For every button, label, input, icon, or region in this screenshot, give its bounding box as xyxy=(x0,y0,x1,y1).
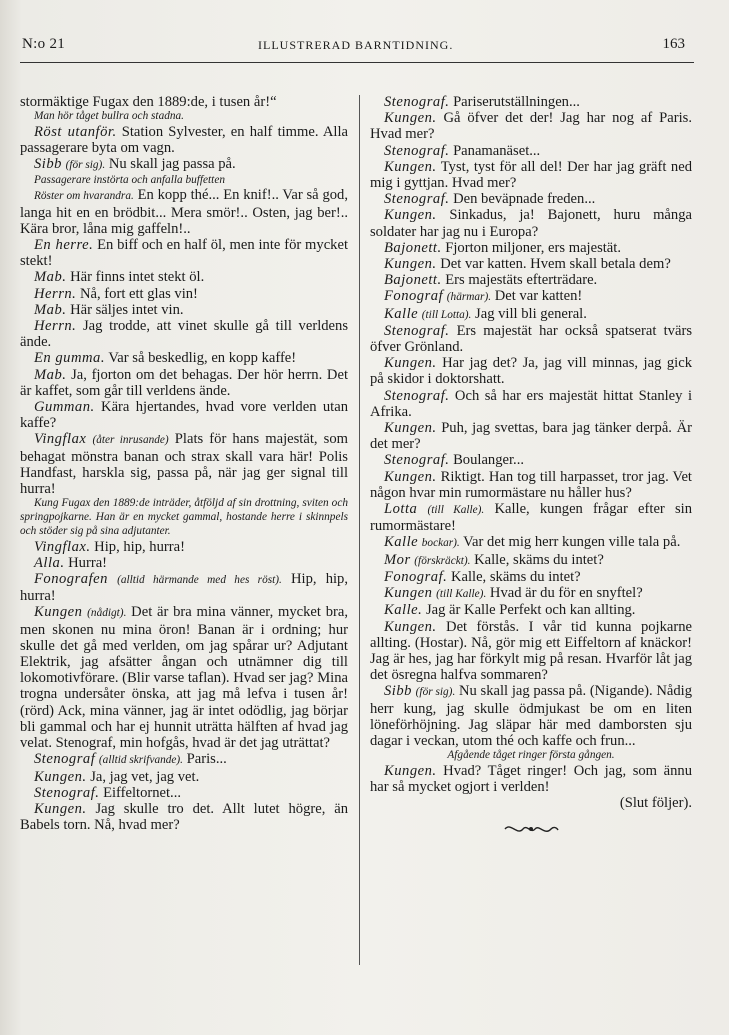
speaker-name: Kalle. xyxy=(384,602,423,619)
speaker-name: Herrn. xyxy=(34,318,77,335)
speaker-name: Stenograf. xyxy=(384,191,450,208)
speaker-name: Röster om hvarandra. xyxy=(34,190,134,203)
spoken-text: Var så beskedlig, en kopp kaffe! xyxy=(108,350,297,367)
page-number: 163 xyxy=(662,36,685,52)
stage-note: (härmar). xyxy=(446,291,492,304)
spoken-text: Hvad är du för en snyftel? xyxy=(489,585,643,602)
speaker-name: Gumman. xyxy=(34,399,95,416)
speaker-name: Lotta xyxy=(384,501,418,518)
speaker-name: Kungen. xyxy=(384,762,437,779)
stage-note: bockar). xyxy=(421,537,460,550)
dialogue-line xyxy=(370,94,692,110)
speaker-name: Kungen. xyxy=(384,158,437,175)
dialogue-line xyxy=(20,124,348,156)
speaker-name: Kungen. xyxy=(384,618,437,635)
dialogue-line xyxy=(20,555,348,571)
spoken-text: Hvad? Tåget ringer! Och jag, som ännu har så mycket ogjort i verlden! xyxy=(370,762,692,796)
stage-direction: Kung Fugax den 1889:de inträder, åtföljd af sin drottning, sviten och springpojkarne. Han är en mycket gammal, hostande herre i skinnpels och stöder sig på sina adjutanter. xyxy=(20,497,348,537)
right-column xyxy=(370,94,692,838)
dialogue-line xyxy=(370,452,692,468)
speaker-name: Kungen xyxy=(34,604,83,621)
spoken-text: Hip, hip, hurra! xyxy=(94,538,185,555)
speaker-name: Kungen. xyxy=(384,468,437,485)
speaker-name: Röst utanför. xyxy=(34,124,117,140)
dialogue-line xyxy=(20,187,348,237)
dialogue-line xyxy=(20,286,348,302)
speaker-name: Herrn. xyxy=(34,285,77,302)
dialogue-line xyxy=(370,534,692,551)
paragraph: stormäktige Fugax den 1889:de, i tusen år!“ xyxy=(20,94,277,110)
spoken-text: Eiffeltornet... xyxy=(103,784,182,801)
spoken-text: En kopp thé... En knif!.. Var så god, langa hit en en brödbit... Mera smör!.. Osten, jag ber!.. Kära bror, låna mig gaffeln!.. xyxy=(20,187,348,237)
speaker-name: Fonograf. xyxy=(384,568,448,585)
speaker-name: Kungen. xyxy=(384,110,437,127)
speaker-name: Kungen. xyxy=(34,768,87,785)
spoken-text: Kära hjertandes, hvad vore verlden utan kaffe? xyxy=(20,399,348,432)
dialogue-line xyxy=(370,763,692,795)
spoken-text: Kalle, skäms du intet? xyxy=(450,568,581,585)
stage-note: (till Kalle). xyxy=(427,504,485,517)
speaker-name: Vingflax xyxy=(34,431,87,448)
dialogue-line xyxy=(20,431,348,497)
speaker-name: Fonografen xyxy=(34,571,108,588)
speaker-name: Mab. xyxy=(34,301,67,318)
dialogue-line xyxy=(370,469,692,501)
dialogue-line xyxy=(370,272,692,288)
spoken-text: Boulanger... xyxy=(453,452,524,469)
left-column xyxy=(20,94,348,833)
dialogue-line xyxy=(370,256,692,272)
dialogue-line xyxy=(20,318,348,350)
dialogue-line xyxy=(20,751,348,768)
stage-note: (nådigt). xyxy=(87,607,127,620)
dialogue-line xyxy=(20,156,348,173)
speaker-name: Kungen. xyxy=(384,256,437,273)
speaker-name: En gumma. xyxy=(34,350,105,367)
spoken-text: Station Sylvester, en half timme. Alla passagerare byta om vagn. xyxy=(20,124,348,157)
dialogue-line xyxy=(20,269,348,285)
spoken-text: Det var katten! xyxy=(494,288,583,305)
spoken-text: Kalle, kungen frågar efter sin rumormästare! xyxy=(370,501,692,535)
spoken-text: Panamanäset... xyxy=(453,142,541,159)
dialogue-line xyxy=(20,302,348,318)
speaker-name: Bajonett. xyxy=(384,239,442,256)
speaker-name: Kungen xyxy=(384,585,433,602)
speaker-name: Kalle xyxy=(384,305,419,322)
spoken-text: Gå öfver det der! Jag har nog af Paris. Hvad mer? xyxy=(370,110,692,143)
spoken-text: Jag skulle tro det. Allt lutet högre, än Babels torn. Nå, hvad mer? xyxy=(20,800,348,834)
dialogue-line xyxy=(20,367,348,399)
dialogue-line xyxy=(20,769,348,785)
stage-direction: Afgående tåget ringer första gången. xyxy=(447,749,615,762)
dialogue-line xyxy=(370,569,692,585)
spoken-text: Riktigt. Han tog till harpasset, tror jag. Vet någon hvar min rumormästare nu håller hus? xyxy=(370,468,692,501)
speaker-name: Fonograf xyxy=(384,288,444,305)
spoken-text: Paris... xyxy=(186,751,227,768)
dialogue-line xyxy=(370,602,692,618)
spoken-text: Puh, jag svettas, bara jag tänker derpå. Är det mer? xyxy=(370,420,692,453)
speaker-name: Alla. xyxy=(34,554,65,571)
speaker-name: Mab. xyxy=(34,366,67,383)
spoken-text: Här säljes intet vin. xyxy=(70,301,184,318)
header-rule xyxy=(20,62,694,63)
spoken-text: Den beväpnade freden... xyxy=(453,191,596,208)
speaker-name: Sibb xyxy=(34,156,62,173)
dialogue-line xyxy=(370,683,692,749)
spoken-text: Tyst, tyst för all del! Der har jag gräft ned mig i gyttjan. Hvad mer? xyxy=(370,158,692,192)
stage-note: (förskräckt). xyxy=(414,554,471,567)
dialogue-line xyxy=(20,785,348,801)
spoken-text: Sinkadus, ja! Bajonett, huru många soldater har jag nu i Europa? xyxy=(370,207,692,240)
speaker-name: Stenograf. xyxy=(384,322,450,339)
speaker-name: Stenograf. xyxy=(384,387,450,404)
speaker-name: Stenograf xyxy=(34,751,96,768)
dialogue-line xyxy=(20,604,348,751)
spoken-text: En biff och en half öl, men inte för mycket stekt! xyxy=(20,237,348,270)
dialogue-line xyxy=(370,501,692,534)
spoken-text: Fjorton miljoner, ers majestät. xyxy=(445,239,621,256)
dialogue-line xyxy=(370,355,692,387)
speaker-name: Sibb xyxy=(384,683,412,700)
spoken-text: Här finns intet stekt öl. xyxy=(70,269,205,286)
dialogue-line xyxy=(370,159,692,191)
stage-note: (alltid härmande med hes röst). xyxy=(117,574,282,587)
spoken-text: Det är bra mina vänner, mycket bra, men skonen nu mina öron! Banan är i ordning; hur skulle det gå med verlden, om jag spårar ur? Adjutant Elektrik, jag afsätter ångan och utnämner dig till lokomotivförare. (Blir varse taflan). Hvad ser jag? Mina trogna undersåter önska, att jag må lefva i tusen år! (rörd) Ack, mina vänner, jag är intet odödlig, jag börjar bli gammal och har ej hunnit uträtta hälften af hvad jag velat. Stenograf, min hofgås, hvad är det jag uträttat? xyxy=(20,604,348,752)
stage-direction: Passagerare instörta och anfalla buffetten xyxy=(34,173,225,186)
column-divider xyxy=(359,95,360,965)
spoken-text: Jag är Kalle Perfekt och kan allting. xyxy=(425,602,636,619)
spoken-text: Nu skall jag passa på. (Nigande). Nådig herr kung, jag skulle ödmjukast be om en liten löneförhöjning. Jag släpar här med damborsten sju dagar i veckan, utom thé och kaffe och frun... xyxy=(370,683,692,749)
speaker-name: Stenograf. xyxy=(34,784,100,801)
dialogue-line xyxy=(370,288,692,305)
speaker-name: En herre. xyxy=(34,237,94,254)
dialogue-line xyxy=(370,207,692,239)
spoken-text: Jag trodde, att vinet skulle gå till verldens ände. xyxy=(20,318,348,351)
dialogue-line xyxy=(370,110,692,142)
dialogue-line xyxy=(370,388,692,420)
spoken-text: Plats för hans majestät, som behagat mönstra banan och strax skall vara här! Polis Handfast, harskla sig, passa på, när jag ger signal till hurra! xyxy=(20,431,348,498)
speaker-name: Kungen. xyxy=(384,355,437,372)
dialogue-line xyxy=(20,350,348,366)
dialogue-line xyxy=(370,323,692,355)
dialogue-line xyxy=(20,399,348,431)
issue-number: N:o 21 xyxy=(22,36,66,52)
spoken-text: Ers majestät har också spatserat tvärs öfver Grönland. xyxy=(370,322,692,356)
stage-note: (till Lotta). xyxy=(421,308,472,321)
spoken-text: Nu skall jag passa på. xyxy=(108,156,236,173)
spoken-text: Kalle, skäms du intet? xyxy=(474,551,604,568)
speaker-name: Vingflax. xyxy=(34,538,91,555)
dialogue-line xyxy=(370,420,692,452)
spoken-text: Det var katten. Hvem skall betala dem? xyxy=(440,256,671,273)
stage-direction: Man hör tåget bullra och stadna. xyxy=(34,110,184,123)
spoken-text: Pariserutställningen... xyxy=(453,94,580,110)
end-ornament xyxy=(501,820,561,838)
spoken-text: Ers majestäts efterträdare. xyxy=(445,272,598,289)
spoken-text: Det förstås. I vår tid kunna pojkarne allting. (Hostar). Nå, gör mig ett Eiffeltorn af knäckor! Jag är hes, jag har förkylt mig på resan. Hvarför låt jag det ösregna halfva sommaren? xyxy=(370,618,693,684)
dialogue-line xyxy=(20,539,348,555)
dialogue-line xyxy=(370,619,692,684)
stage-note: (alltid skrifvande). xyxy=(98,754,184,767)
dialogue-line xyxy=(370,191,692,207)
speaker-name: Kalle xyxy=(384,534,419,551)
speaker-name: Kungen. xyxy=(384,420,437,437)
speaker-name: Stenograf. xyxy=(384,94,450,110)
page-header xyxy=(18,34,693,56)
spoken-text: Hip, hip, hurra! xyxy=(20,571,348,605)
stage-note: (till Kalle). xyxy=(436,588,487,601)
speaker-name: Stenograf. xyxy=(384,452,450,469)
spoken-text: Var det mig herr kungen ville tala på. xyxy=(463,534,681,551)
dialogue-line xyxy=(20,801,348,833)
stage-note: (för sig). xyxy=(65,159,106,172)
dialogue-line xyxy=(20,237,348,269)
dialogue-line xyxy=(20,571,348,604)
dialogue-line xyxy=(370,306,692,323)
spoken-text: Ja, fjorton om det behagas. Der hör herrn. Det är kaffet, som går till verldens ände. xyxy=(20,366,348,399)
speaker-name: Kungen. xyxy=(34,800,87,817)
spoken-text: Har jag det? Ja, jag vill minnas, jag gick på skidor i doktorshatt. xyxy=(370,355,692,388)
spoken-text: Och så har ers majestät hittat Stanley i Afrika. xyxy=(370,387,693,420)
dialogue-line xyxy=(370,143,692,159)
spoken-text: Nå, fort ett glas vin! xyxy=(79,285,198,302)
speaker-name: Kungen. xyxy=(384,207,437,224)
end-note: (Slut följer). xyxy=(619,795,692,812)
publication-title: ILLUSTRERAD BARNTIDNING. xyxy=(258,38,454,52)
spoken-text: Jag vill bli general. xyxy=(475,305,587,322)
stage-note: (för sig). xyxy=(415,686,456,699)
speaker-name: Mab. xyxy=(34,269,67,286)
speaker-name: Bajonett. xyxy=(384,272,442,289)
spoken-text: Hurra! xyxy=(68,554,108,571)
stage-note: (åter inrusande) xyxy=(92,434,169,447)
speaker-name: Stenograf. xyxy=(384,142,450,159)
speaker-name: Mor xyxy=(384,551,411,568)
spoken-text: Ja, jag vet, jag vet. xyxy=(90,768,200,785)
dialogue-line xyxy=(370,240,692,256)
dialogue-line xyxy=(370,552,692,569)
dialogue-line xyxy=(370,585,692,602)
